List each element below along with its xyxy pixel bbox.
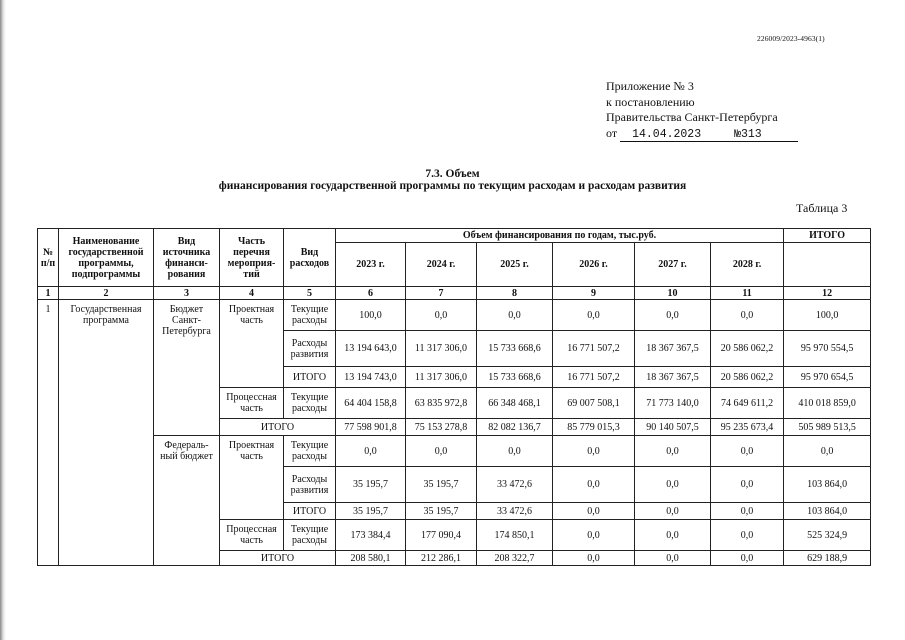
financing-table xyxy=(37,228,871,566)
part-process-federal: Процессная часть xyxy=(220,520,284,551)
type-total: ИТОГО xyxy=(284,367,336,388)
total-cell: 95 970 554,5 xyxy=(784,331,871,367)
value-cell: 0,0 xyxy=(553,300,635,331)
type-development: Расходы развития xyxy=(284,467,336,503)
col-num-4: 4 xyxy=(220,287,284,300)
value-cell: 0,0 xyxy=(553,467,635,503)
table-row xyxy=(38,300,871,331)
total-cell: 629 188,9 xyxy=(784,551,871,566)
row-number: 1 xyxy=(38,300,59,566)
appendix-line-1: Приложение № 3 xyxy=(606,79,694,93)
value-cell: 63 835 972,8 xyxy=(406,388,477,419)
value-cell: 95 235 673,4 xyxy=(711,419,784,436)
total-cell: 100,0 xyxy=(784,300,871,331)
value-cell: 11 317 306,0 xyxy=(406,367,477,388)
value-cell: 33 472,6 xyxy=(477,467,553,503)
value-cell: 0,0 xyxy=(635,436,711,467)
value-cell: 11 317 306,0 xyxy=(406,331,477,367)
value-cell: 15 733 668,6 xyxy=(477,331,553,367)
value-cell: 35 195,7 xyxy=(406,467,477,503)
value-cell: 0,0 xyxy=(406,300,477,331)
value-cell: 0,0 xyxy=(635,520,711,551)
value-cell: 100,0 xyxy=(336,300,406,331)
value-cell: 20 586 062,2 xyxy=(711,367,784,388)
header-type: Вид расходов xyxy=(284,229,336,287)
document-id: 226009/2023-4963(1) xyxy=(757,34,825,43)
value-cell: 69 007 508,1 xyxy=(553,388,635,419)
type-development: Расходы развития xyxy=(284,331,336,367)
header-part: Часть перечня мероприя-тий xyxy=(220,229,284,287)
value-cell: 177 090,4 xyxy=(406,520,477,551)
col-num-10: 10 xyxy=(635,287,711,300)
value-cell: 90 140 507,5 xyxy=(635,419,711,436)
value-cell: 0,0 xyxy=(477,436,553,467)
value-cell: 35 195,7 xyxy=(336,503,406,520)
type-current: Текущие расходы xyxy=(284,300,336,331)
value-cell: 0,0 xyxy=(711,520,784,551)
value-cell: 64 404 158,8 xyxy=(336,388,406,419)
value-cell: 35 195,7 xyxy=(336,467,406,503)
source-federal-budget: Федераль-ный бюджет xyxy=(154,436,220,566)
total-cell: 410 018 859,0 xyxy=(784,388,871,419)
col-num-12: 12 xyxy=(784,287,871,300)
header-year-2028: 2028 г. xyxy=(711,243,784,287)
value-cell: 0,0 xyxy=(477,300,553,331)
part-process-spb: Процессная часть xyxy=(220,388,284,419)
part-project-federal: Проектная часть xyxy=(220,436,284,520)
value-cell: 0,0 xyxy=(711,503,784,520)
value-cell: 16 771 507,2 xyxy=(553,331,635,367)
header-num: № п/п xyxy=(38,229,59,287)
appendix-line-2: к постановлению xyxy=(606,94,695,109)
col-num-8: 8 xyxy=(477,287,553,300)
col-num-7: 7 xyxy=(406,287,477,300)
value-cell: 0,0 xyxy=(711,436,784,467)
part-project-spb: Проектная часть xyxy=(220,300,284,388)
header-row-top xyxy=(38,229,871,243)
value-cell: 20 586 062,2 xyxy=(711,331,784,367)
appendix-block xyxy=(606,79,798,142)
value-cell: 0,0 xyxy=(711,551,784,566)
date-prefix: от xyxy=(606,125,618,140)
col-num-3: 3 xyxy=(154,287,220,300)
column-number-row xyxy=(38,287,871,300)
section-subtitle: финансирования государственной программы по текущим расходам и расходам развития xyxy=(218,180,687,192)
col-num-11: 11 xyxy=(711,287,784,300)
value-cell: 208 322,7 xyxy=(477,551,553,566)
appendix-line-3: Правительства Санкт-Петербурга xyxy=(606,110,778,124)
value-cell: 82 082 136,7 xyxy=(477,419,553,436)
value-cell: 77 598 901,8 xyxy=(336,419,406,436)
value-cell: 173 384,4 xyxy=(336,520,406,551)
table-row xyxy=(38,436,871,467)
spb-total-label: ИТОГО xyxy=(220,419,336,436)
value-cell: 0,0 xyxy=(635,467,711,503)
value-cell: 174 850,1 xyxy=(477,520,553,551)
col-num-1: 1 xyxy=(38,287,59,300)
value-cell: 212 286,1 xyxy=(406,551,477,566)
header-year-2023: 2023 г. xyxy=(336,243,406,287)
header-year-2024: 2024 г. xyxy=(406,243,477,287)
value-cell: 74 649 611,2 xyxy=(711,388,784,419)
value-cell: 0,0 xyxy=(635,300,711,331)
value-cell: 0,0 xyxy=(711,467,784,503)
header-total-blank xyxy=(784,243,871,287)
value-cell: 75 153 278,8 xyxy=(406,419,477,436)
value-cell: 0,0 xyxy=(635,503,711,520)
header-volume: Объем финансирования по годам, тыс.руб. xyxy=(336,229,784,243)
value-cell: 0,0 xyxy=(406,436,477,467)
total-cell: 95 970 654,5 xyxy=(784,367,871,388)
total-cell: 525 324,9 xyxy=(784,520,871,551)
value-cell: 0,0 xyxy=(336,436,406,467)
value-cell: 13 194 743,0 xyxy=(336,367,406,388)
value-cell: 0,0 xyxy=(711,300,784,331)
header-year-2027: 2027 г. xyxy=(635,243,711,287)
value-cell: 18 367 367,5 xyxy=(635,331,711,367)
header-year-2026: 2026 г. xyxy=(553,243,635,287)
resolution-date: 14.04.2023 xyxy=(620,128,734,142)
resolution-number: 313 xyxy=(741,127,762,141)
source-spb-budget: Бюджет Санкт-Петербурга xyxy=(154,300,220,436)
scan-edge xyxy=(0,0,6,640)
header-source: Вид источника финанси-рования xyxy=(154,229,220,287)
value-cell: 0,0 xyxy=(553,520,635,551)
type-current: Текущие расходы xyxy=(284,388,336,419)
value-cell: 0,0 xyxy=(635,551,711,566)
value-cell: 16 771 507,2 xyxy=(553,367,635,388)
value-cell: 33 472,6 xyxy=(477,503,553,520)
value-cell: 18 367 367,5 xyxy=(635,367,711,388)
value-cell: 85 779 015,3 xyxy=(553,419,635,436)
total-cell: 103 864,0 xyxy=(784,503,871,520)
col-num-6: 6 xyxy=(336,287,406,300)
table-label: Таблица 3 xyxy=(796,201,848,215)
total-cell: 103 864,0 xyxy=(784,467,871,503)
value-cell: 208 580,1 xyxy=(336,551,406,566)
header-name: Наименование государственной программы, подпрограммы xyxy=(59,229,154,287)
value-cell: 0,0 xyxy=(553,503,635,520)
total-cell: 505 989 513,5 xyxy=(784,419,871,436)
col-num-9: 9 xyxy=(553,287,635,300)
appendix-date-line xyxy=(606,126,798,142)
value-cell: 35 195,7 xyxy=(406,503,477,520)
total-cell: 0,0 xyxy=(784,436,871,467)
header-year-2025: 2025 г. xyxy=(477,243,553,287)
header-total: ИТОГО xyxy=(784,229,871,243)
col-num-5: 5 xyxy=(284,287,336,300)
value-cell: 71 773 140,0 xyxy=(635,388,711,419)
type-total: ИТОГО xyxy=(284,503,336,520)
value-cell: 66 348 468,1 xyxy=(477,388,553,419)
section-title: 7.3. Объем xyxy=(425,168,480,180)
type-current: Текущие расходы xyxy=(284,436,336,467)
value-cell: 0,0 xyxy=(553,436,635,467)
program-name: Государственная программа xyxy=(59,300,154,566)
number-prefix: № xyxy=(734,127,741,141)
federal-total-label: ИТОГО xyxy=(220,551,336,566)
value-cell: 0,0 xyxy=(553,551,635,566)
value-cell: 15 733 668,6 xyxy=(477,367,553,388)
value-cell: 13 194 643,0 xyxy=(336,331,406,367)
col-num-2: 2 xyxy=(59,287,154,300)
type-current: Текущие расходы xyxy=(284,520,336,551)
